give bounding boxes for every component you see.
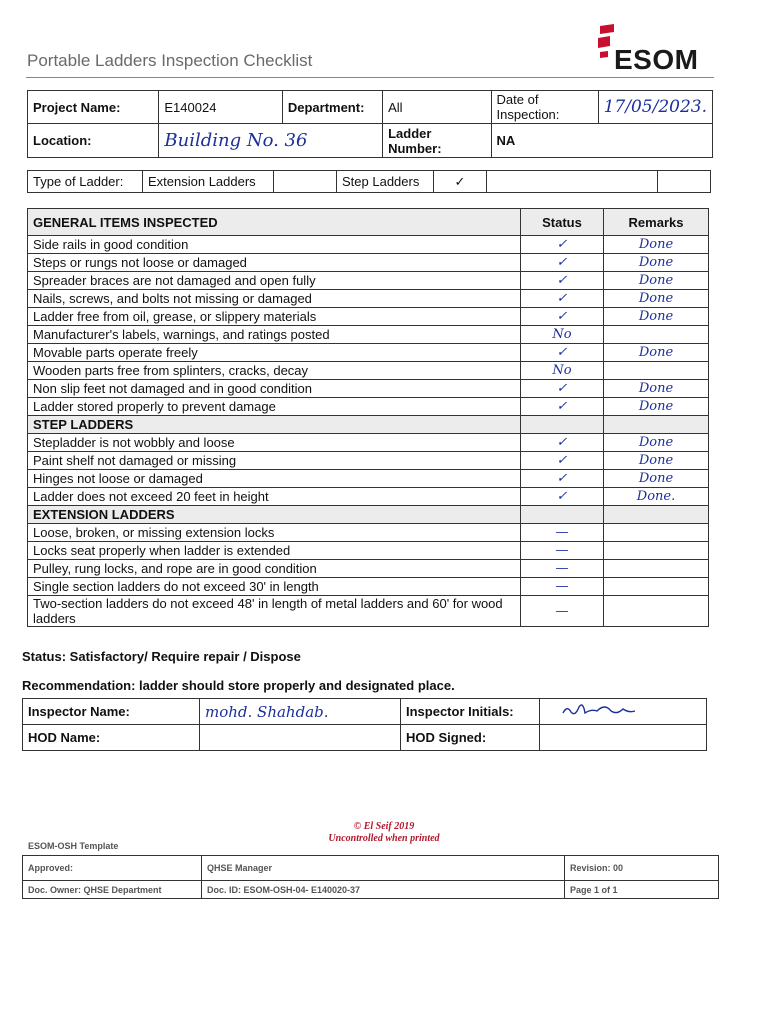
- extension-item: Locks seat properly when ladder is extended: [28, 542, 521, 560]
- recommendation-line: Recommendation: ladder should store properly and designated place.: [22, 678, 455, 693]
- general-remarks: Done: [604, 398, 709, 416]
- general-status: No: [521, 326, 604, 344]
- extension-status: —: [521, 542, 604, 560]
- extension-remarks: [604, 560, 709, 578]
- status-column-header: Status: [521, 209, 604, 236]
- ladder-type-step-checkmark: ✓: [434, 171, 487, 193]
- extension-ladders-section-status: [521, 506, 604, 524]
- checklist-row: [28, 362, 709, 380]
- general-remarks: [604, 362, 709, 380]
- date-value: 17/05/2023.: [598, 91, 712, 124]
- checklist-row: [28, 344, 709, 362]
- project-info-table: [27, 90, 713, 158]
- general-item: Nails, screws, and bolts not missing or damaged: [28, 290, 521, 308]
- step-ladders-section-title: STEP LADDERS: [28, 416, 521, 434]
- extension-remarks: [604, 542, 709, 560]
- general-remarks: Done: [604, 308, 709, 326]
- ladder-number-label: Ladder Number:: [383, 124, 491, 158]
- extension-item: Single section ladders do not exceed 30' in length: [28, 578, 521, 596]
- extension-item: Two-section ladders do not exceed 48' in length of metal ladders and 60' for wood ladders: [28, 596, 521, 627]
- project-name-value: E140024: [159, 91, 282, 124]
- general-item: Spreader braces are not damaged and open fully: [28, 272, 521, 290]
- title-divider: [26, 77, 714, 78]
- logo-text: ESOM: [614, 44, 699, 75]
- esom-logo: [596, 24, 718, 76]
- checklist-row: [28, 470, 709, 488]
- extension-status: —: [521, 524, 604, 542]
- department-value: All: [383, 91, 491, 124]
- general-item: Non slip feet not damaged and in good condition: [28, 380, 521, 398]
- step-item: Ladder does not exceed 20 feet in height: [28, 488, 521, 506]
- step-remarks: Done.: [604, 488, 709, 506]
- extension-status: —: [521, 578, 604, 596]
- step-status: ✓: [521, 434, 604, 452]
- checklist-row: [28, 542, 709, 560]
- location-label: Location:: [28, 124, 159, 158]
- extension-item: Loose, broken, or missing extension locks: [28, 524, 521, 542]
- hod-signed-value: [540, 725, 707, 751]
- step-remarks: Done: [604, 434, 709, 452]
- remarks-column-header: Remarks: [604, 209, 709, 236]
- items-column-header: GENERAL ITEMS INSPECTED: [28, 209, 521, 236]
- extension-status: —: [521, 596, 604, 627]
- general-item: Steps or rungs not loose or damaged: [28, 254, 521, 272]
- step-status: ✓: [521, 470, 604, 488]
- general-status: ✓: [521, 290, 604, 308]
- general-item: Ladder stored properly to prevent damage: [28, 398, 521, 416]
- general-item: Movable parts operate freely: [28, 344, 521, 362]
- step-item: Paint shelf not damaged or missing: [28, 452, 521, 470]
- inspector-initials-signature: [540, 699, 707, 725]
- general-item: Ladder free from oil, grease, or slippery materials: [28, 308, 521, 326]
- general-remarks: Done: [604, 272, 709, 290]
- general-remarks: Done: [604, 290, 709, 308]
- extension-ladders-section-remarks: [604, 506, 709, 524]
- general-item: Side rails in good condition: [28, 236, 521, 254]
- hod-name-label: HOD Name:: [23, 725, 200, 751]
- checklist-row: [28, 596, 709, 627]
- general-status: ✓: [521, 308, 604, 326]
- general-remarks: Done: [604, 344, 709, 362]
- ladder-type-table: [27, 170, 711, 193]
- step-status: ✓: [521, 488, 604, 506]
- ladder-number-value: NA: [491, 124, 712, 158]
- hod-name-value: [200, 725, 401, 751]
- esom-logo-mark-icon: [596, 24, 616, 74]
- step-ladders-section-remarks: [604, 416, 709, 434]
- inspection-checklist: [27, 208, 709, 627]
- general-status: ✓: [521, 380, 604, 398]
- checklist-row: [28, 290, 709, 308]
- general-status: ✓: [521, 272, 604, 290]
- extension-ladders-section-title: EXTENSION LADDERS: [28, 506, 521, 524]
- uncontrolled-notice: Uncontrolled when printed: [328, 833, 440, 844]
- general-remarks: [604, 326, 709, 344]
- general-status: ✓: [521, 344, 604, 362]
- general-status: ✓: [521, 236, 604, 254]
- checklist-row: [28, 524, 709, 542]
- inspector-initials-label: Inspector Initials:: [401, 699, 540, 725]
- general-item: Wooden parts free from splinters, cracks, decay: [28, 362, 521, 380]
- step-remarks: Done: [604, 452, 709, 470]
- general-remarks: Done: [604, 236, 709, 254]
- checklist-row: [28, 434, 709, 452]
- checklist-row: [28, 452, 709, 470]
- location-value: Building No. 36: [159, 124, 383, 158]
- ladder-type-blank-1: [487, 171, 658, 193]
- doc-owner-value: Doc. Owner: QHSE Department: [23, 881, 202, 899]
- manager-value: QHSE Manager: [202, 856, 565, 881]
- checklist-row: [28, 272, 709, 290]
- page-number: Page 1 of 1: [565, 881, 719, 899]
- checklist-row: [28, 254, 709, 272]
- general-item: Manufacturer's labels, warnings, and ratings posted: [28, 326, 521, 344]
- checklist-header-row: [28, 209, 709, 236]
- signature-table: [22, 698, 707, 751]
- status-options-line: Status: Satisfactory/ Require repair / Dispose: [22, 649, 301, 664]
- ladder-type-step: Step Ladders: [337, 171, 434, 193]
- extension-remarks: [604, 596, 709, 627]
- department-label: Department:: [282, 91, 382, 124]
- ladder-type-label: Type of Ladder:: [28, 171, 143, 193]
- document-title: Portable Ladders Inspection Checklist: [27, 51, 313, 70]
- step-ladders-section-status: [521, 416, 604, 434]
- ladder-type-extension: Extension Ladders: [143, 171, 274, 193]
- step-ladders-section-row: [28, 416, 709, 434]
- general-remarks: Done: [604, 254, 709, 272]
- revision-value: Revision: 00: [565, 856, 719, 881]
- hod-signed-label: HOD Signed:: [401, 725, 540, 751]
- checklist-row: [28, 398, 709, 416]
- checklist-row: [28, 326, 709, 344]
- step-status: ✓: [521, 452, 604, 470]
- ladder-type-extension-box: [274, 171, 337, 193]
- checklist-row: [28, 236, 709, 254]
- document-control-table: [22, 855, 719, 899]
- ladder-type-blank-2: [658, 171, 711, 193]
- checklist-row: [28, 488, 709, 506]
- template-label: ESOM-OSH Template: [28, 841, 119, 851]
- date-label: Date of Inspection:: [491, 91, 598, 124]
- project-name-label: Project Name:: [28, 91, 159, 124]
- extension-remarks: [604, 578, 709, 596]
- checklist-row: [28, 578, 709, 596]
- general-status: ✓: [521, 398, 604, 416]
- copyright-notice: © El Seif 2019: [353, 821, 415, 832]
- inspector-signature-icon: [545, 699, 645, 721]
- extension-status: —: [521, 560, 604, 578]
- checklist-row: [28, 308, 709, 326]
- inspector-name-label: Inspector Name:: [23, 699, 200, 725]
- step-item: Hinges not loose or damaged: [28, 470, 521, 488]
- step-item: Stepladder is not wobbly and loose: [28, 434, 521, 452]
- extension-item: Pulley, rung locks, and rope are in good condition: [28, 560, 521, 578]
- checklist-row: [28, 560, 709, 578]
- step-remarks: Done: [604, 470, 709, 488]
- doc-id-value: Doc. ID: ESOM-OSH-04- E140020-37: [202, 881, 565, 899]
- extension-remarks: [604, 524, 709, 542]
- general-status: No: [521, 362, 604, 380]
- approved-label: Approved:: [23, 856, 202, 881]
- checklist-row: [28, 380, 709, 398]
- extension-ladders-section-row: [28, 506, 709, 524]
- general-remarks: Done: [604, 380, 709, 398]
- inspector-name-value: mohd. Shahdab.: [200, 699, 401, 725]
- general-status: ✓: [521, 254, 604, 272]
